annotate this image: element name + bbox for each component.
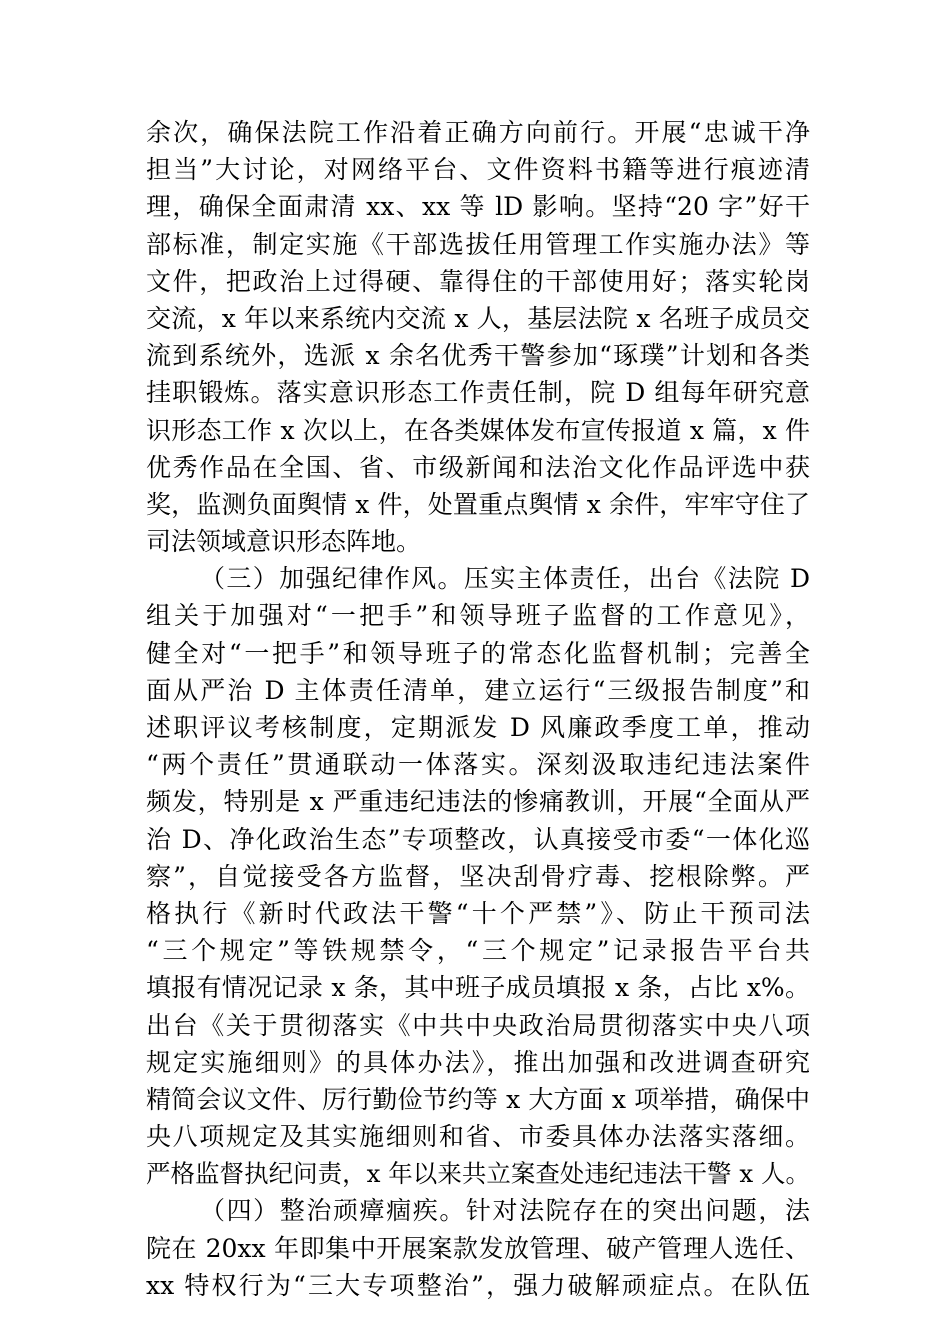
text-line: 优秀作品在全国、省、市级新闻和法治文化作品评选中获	[146, 452, 810, 482]
text-line: 频发，特别是 x 严重违纪违法的惨痛教训，开展“全面从严	[146, 787, 810, 817]
text-line: 交流，x 年以来系统内交流 x 人，基层法院 x 名班子成员交	[146, 303, 810, 333]
text-line: 流到系统外，选派 x 余名优秀干警参加“琢璞”计划和各类	[146, 341, 810, 371]
text-line: 奖，监测负面舆情 x 件，处置重点舆情 x 余件，牢牢守住了	[146, 489, 810, 519]
text-line: 挂职锻炼。落实意识形态工作责任制，院 D 组每年研究意	[146, 378, 810, 408]
text-line: 健全对“一把手”和领导班子的常态化监督机制；完善全	[146, 638, 810, 668]
text-line: 述职评议考核制度，定期派发 D 风廉政季度工单，推动	[146, 713, 810, 742]
text-line: 院在 20xx 年即集中开展案款发放管理、破产管理人选任、	[146, 1233, 810, 1263]
text-line: 理，确保全面肃清 xx、xx 等 lD 影响。坚持“20 字”好干	[146, 192, 810, 222]
text-line: 识形态工作 x 次以上，在各类媒体发布宣传报道 x 篇，x 件	[146, 415, 810, 445]
paragraph-first-line: （三）加强纪律作风。压实主体责任，出台《法院 D	[200, 564, 810, 594]
text-line: 部标准，制定实施《干部选拔任用管理工作实施办法》等	[146, 229, 810, 259]
text-line: 担当”大讨论，对网络平台、文件资料书籍等进行痕迹清	[146, 155, 810, 185]
text-line: 司法领域意识形态阵地。	[146, 527, 422, 557]
text-line: xx 特权行为“三大专项整治”，强力破解顽症点。在队伍	[146, 1270, 810, 1300]
paragraph-first-line: （四）整治顽瘴痼疾。针对法院存在的突出问题，法	[200, 1196, 810, 1226]
text-line: 面从严治 D 主体责任清单，建立运行“三级报告制度”和	[146, 675, 810, 705]
text-line: 文件，把政治上过得硬、靠得住的干部使用好；落实轮岗	[146, 266, 810, 296]
text-line: 精简会议文件、厉行勤俭节约等 x 大方面 x 项举措，确保中	[146, 1084, 810, 1114]
text-line: 组关于加强对“一把手”和领导班子监督的工作意见》，	[146, 601, 810, 631]
text-line: 严格监督执纪问责，x 年以来共立案查处违纪违法干警 x 人。	[146, 1159, 810, 1189]
text-line: 央八项规定及其实施细则和省、市委具体办法落实落细。	[146, 1122, 810, 1152]
text-line: 出台《关于贯彻落实《中共中央政治局贯彻落实中央八项	[146, 1010, 810, 1040]
text-line: 察”，自觉接受各方监督，坚决刮骨疗毒、挖根除弊。严	[146, 861, 810, 891]
document-body-text	[146, 114, 810, 1304]
text-line: 规定实施细则》的具体办法》，推出加强和改进调查研究	[146, 1047, 810, 1077]
text-line: 格执行《新时代政法干警“十个严禁”》、防止干预司法	[146, 898, 810, 928]
text-line: 余次，确保法院工作沿着正确方向前行。开展“忠诚干净	[146, 118, 810, 147]
text-line: “两个责任”贯通联动一体落实。深刻汲取违纪违法案件	[146, 750, 810, 780]
text-line: “三个规定”等铁规禁令，“三个规定”记录报告平台共	[146, 936, 810, 966]
text-line: 治 D、净化政治生态”专项整改，认真接受市委“一体化巡	[146, 824, 810, 854]
text-line: 填报有情况记录 x 条，其中班子成员填报 x 条，占比 x%。	[146, 973, 810, 1003]
